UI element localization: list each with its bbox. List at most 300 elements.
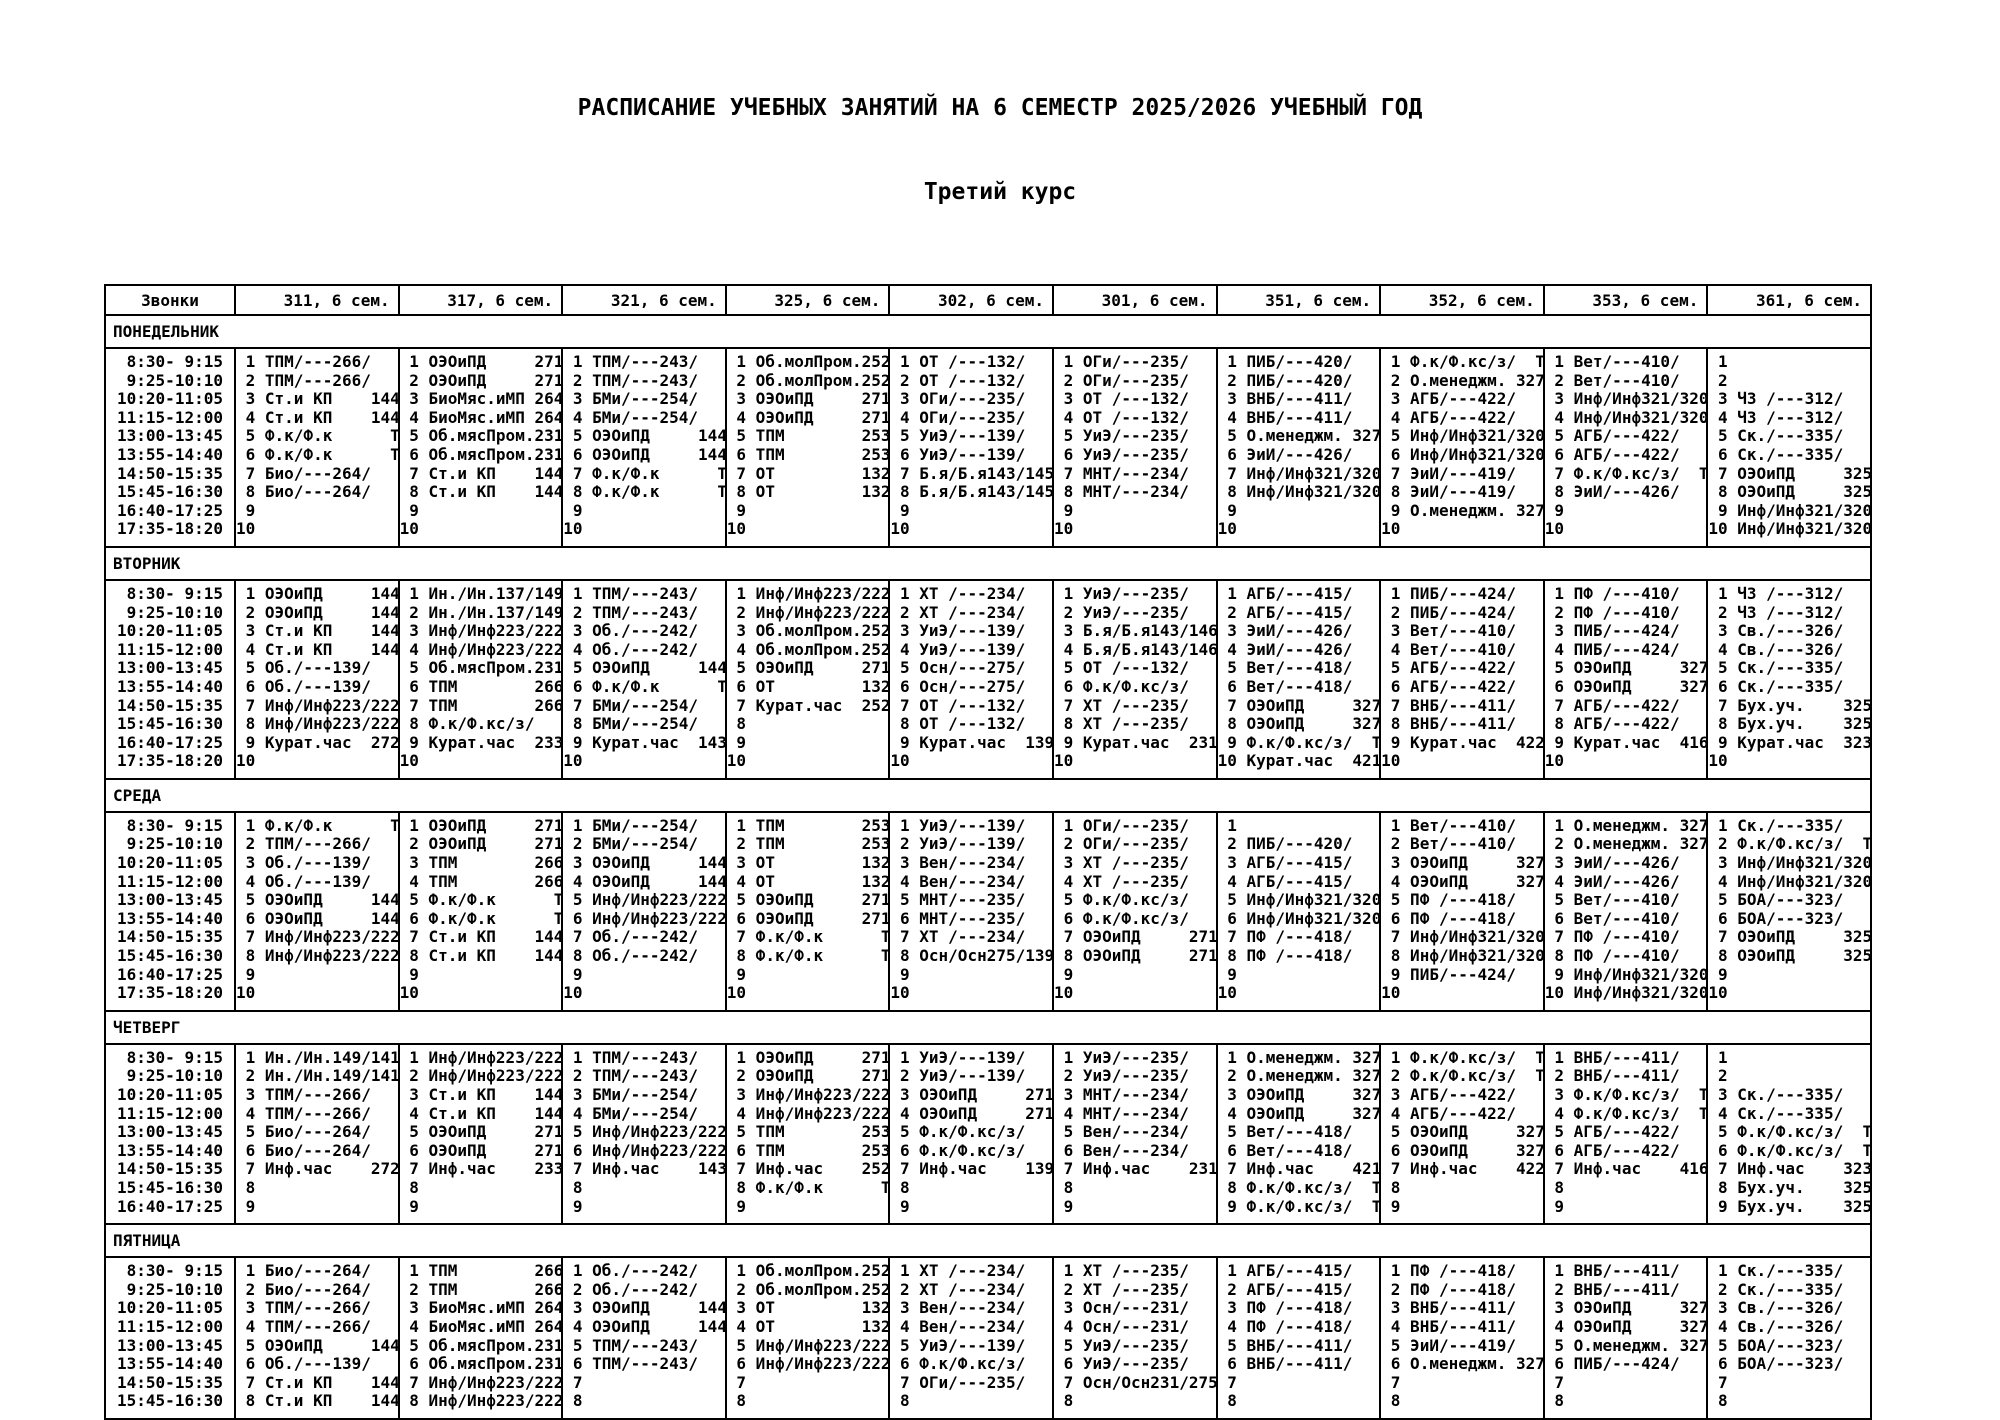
lesson-cell: 2 ХТ /---235/ — [1053, 1281, 1217, 1300]
lesson-cell: 3 ЭиИ/---426/ — [1544, 854, 1708, 873]
lesson-cell: 1 ХТ /---235/ — [1053, 1257, 1217, 1281]
day-label-row — [105, 1224, 1871, 1257]
lesson-cell: 10 Инф/Инф321/320 — [1707, 520, 1871, 547]
lesson-cell: 2 Ф.к/Ф.кс/з/ Т — [1708, 834, 1873, 854]
lesson-cell: 7 — [1380, 1374, 1544, 1393]
day-label-row — [105, 315, 1871, 348]
time-cell: 11:15-12:00 — [105, 873, 235, 892]
time-cell: 15:45-16:30 — [105, 1179, 235, 1198]
lesson-cell: 6 Инф/Инф321/320 — [1217, 908, 1382, 928]
table-row — [105, 928, 1871, 947]
lesson-cell: 6 Об./---139/ — [235, 1355, 399, 1374]
lesson-cell: 8 — [562, 1179, 726, 1198]
lesson-cell: 3 ЧЗ /---312/ — [1707, 390, 1871, 409]
lesson-cell: 3 Ст.и КП 144 — [236, 621, 400, 641]
lesson-cell: 1 О.менеджм. 327 — [1544, 812, 1708, 836]
lesson-cell: 5 Ф.к/Ф.кс/з/ — [889, 1123, 1053, 1142]
lesson-cell: 9 Курат.час 233 — [399, 732, 564, 752]
table-row — [105, 1281, 1871, 1300]
lesson-cell: 8 ПФ /---410/ — [1544, 947, 1708, 966]
lesson-cell: 2 Ин./Ин.149/141 — [236, 1066, 400, 1086]
lesson-cell: 7 Био/---264/ — [235, 465, 399, 484]
lesson-cell: 7 МНТ/---234/ — [1053, 465, 1217, 484]
lesson-cell: 1 ТПМ 253 — [726, 812, 890, 836]
lesson-cell: 4 ОЭОиПД 144 — [563, 1316, 727, 1336]
table-row — [105, 1179, 1871, 1198]
lesson-cell: 8 БМи/---254/ — [562, 715, 726, 734]
lesson-cell: 1 Био/---264/ — [235, 1257, 399, 1281]
table-row — [105, 1299, 1871, 1318]
lesson-cell: 9 Курат.час 422 — [1381, 732, 1545, 752]
lesson-cell: 5 Вен/---234/ — [1053, 1123, 1217, 1142]
lesson-cell: 4 Осн/---231/ — [1053, 1318, 1217, 1337]
lesson-cell: 4 Св./---326/ — [1707, 1318, 1871, 1337]
lesson-cell: 2 ТПМ/---243/ — [562, 372, 726, 391]
lesson-cell: 3 ТПМ/---266/ — [235, 1299, 399, 1318]
lesson-cell: 10 — [235, 984, 399, 1011]
lesson-cell: 3 ОЭОиПД 271 — [726, 389, 891, 409]
page-subtitle: Третий курс — [923, 179, 1077, 205]
lesson-cell: 10 — [889, 520, 1053, 547]
lesson-cell: 8 Инф/Инф223/222 — [236, 946, 400, 966]
lesson-cell: 7 ТПМ 266 — [399, 695, 564, 715]
lesson-cell: 7 ОТ /---132/ — [889, 697, 1053, 716]
lesson-cell: 1 ВНБ/---411/ — [1544, 1044, 1708, 1068]
lesson-cell: 8 Ф.к/Ф.кс/з/ — [399, 715, 563, 734]
table-row — [105, 966, 1871, 985]
lesson-cell: 2 Био/---264/ — [235, 1281, 399, 1300]
lesson-cell: 8 — [1053, 1392, 1217, 1419]
table-row — [105, 1142, 1871, 1161]
lesson-cell: 3 ОГи/---235/ — [889, 390, 1053, 409]
lesson-cell: 2 ТПМ/---243/ — [562, 1067, 726, 1086]
lesson-cell: 3 Вет/---410/ — [1380, 622, 1544, 641]
time-cell: 9:25-10:10 — [105, 1281, 235, 1300]
time-cell: 14:50-15:35 — [105, 1160, 235, 1179]
table-row — [105, 622, 1871, 641]
group-column-header: 353, 6 сем. — [1544, 285, 1708, 315]
lesson-cell: 7 ПФ /---418/ — [1217, 928, 1381, 947]
title-block — [0, 0, 2000, 262]
header-row — [105, 285, 1871, 315]
lesson-cell: 6 Вен/---234/ — [1053, 1142, 1217, 1161]
lesson-cell: 2 ОЭОиПД 144 — [236, 602, 400, 622]
lesson-cell: 2 Инф/Инф223/222 — [399, 1066, 564, 1086]
lesson-cell: 3 Ф.к/Ф.кс/з/ Т — [1544, 1085, 1709, 1104]
lesson-cell: 2 АГБ/---415/ — [1217, 604, 1381, 623]
lesson-cell: 9 Курат.час 272 — [236, 732, 400, 752]
lesson-cell: 5 МНТ/---235/ — [889, 891, 1053, 910]
lesson-cell: 2 ОЭОиПД 271 — [399, 370, 564, 390]
lesson-cell: 7 ХТ /---235/ — [1053, 697, 1217, 716]
lesson-cell: 6 Био/---264/ — [235, 1142, 399, 1161]
lesson-cell: 5 УиЭ/---235/ — [1053, 1337, 1217, 1356]
day-section-header — [105, 1224, 1871, 1257]
lesson-cell: 3 ОЭОиПД 327 — [1544, 1298, 1709, 1318]
lesson-cell: 1 ОТ /---132/ — [889, 348, 1053, 372]
lesson-cell: 6 Ф.к/Ф.к Т — [563, 676, 727, 696]
lesson-cell: 5 ТПМ 253 — [726, 1122, 891, 1142]
lesson-cell: 6 ОЭОиПД 271 — [399, 1140, 564, 1160]
lesson-cell: 3 ОТ 132 — [726, 1298, 891, 1318]
lesson-cell: 1 ОЭОиПД 271 — [399, 812, 563, 836]
lesson-cell: 3 Об.молПром.252 — [726, 621, 891, 641]
lesson-cell: 6 Инф/Инф321/320 — [1381, 444, 1545, 464]
table-row — [105, 427, 1871, 446]
table-row — [105, 1160, 1871, 1179]
lesson-cell: 10 — [562, 520, 726, 547]
lesson-cell: 8 ПФ /---418/ — [1217, 947, 1381, 966]
lesson-cell: 5 Вет/---418/ — [1217, 659, 1381, 678]
lesson-cell: 5 ОЭОиПД 271 — [726, 658, 891, 678]
lesson-cell: 3 Вен/---234/ — [889, 854, 1053, 873]
lesson-cell: 6 ОЭОиПД 271 — [726, 908, 891, 928]
lesson-cell: 3 Инф/Инф321/320 — [1544, 389, 1709, 409]
lesson-cell: 8 — [726, 715, 890, 734]
table-row — [105, 1086, 1871, 1105]
lesson-cell: 9 — [562, 502, 726, 521]
day-block — [105, 580, 1871, 779]
group-column-header: 302, 6 сем. — [889, 285, 1053, 315]
lesson-cell: 3 Ст.и КП 144 — [236, 389, 400, 409]
time-cell: 13:00-13:45 — [105, 659, 235, 678]
time-cell: 10:20-11:05 — [105, 390, 235, 409]
lesson-cell: 4 БМи/---254/ — [562, 1105, 726, 1124]
table-header — [105, 285, 1871, 315]
lesson-cell: 4 Об./---242/ — [562, 641, 726, 660]
lesson-cell: 10 — [1380, 520, 1544, 547]
time-cell: 17:35-18:20 — [105, 520, 235, 547]
table-row — [105, 812, 1871, 836]
lesson-cell: 5 ВНБ/---411/ — [1217, 1337, 1381, 1356]
lesson-cell: 3 ОТ /---132/ — [1053, 390, 1217, 409]
lesson-cell: 3 Инф/Инф223/222 — [726, 1085, 891, 1104]
table-row — [105, 1067, 1871, 1086]
lesson-cell: 4 ТПМ/---266/ — [235, 1105, 399, 1124]
lesson-cell: 5 О.менеджм. 327 — [1544, 1335, 1709, 1355]
table-row — [105, 1257, 1871, 1281]
lesson-cell: 2 Вет/---410/ — [1544, 372, 1708, 391]
lesson-cell: 3 Св./---326/ — [1707, 1299, 1871, 1318]
lesson-cell: 2 БМи/---254/ — [562, 835, 726, 854]
lesson-cell: 7 ОТ 132 — [726, 463, 891, 483]
lesson-cell: 3 АГБ/---422/ — [1380, 1086, 1544, 1105]
lesson-cell: 4 ХТ /---235/ — [1053, 873, 1217, 892]
lesson-cell: 5 Об./---139/ — [235, 659, 399, 678]
lesson-cell: 4 Б.я/Б.я143/146 — [1053, 639, 1218, 659]
lesson-cell: 2 ОТ /---132/ — [889, 372, 1053, 391]
lesson-cell: 9 — [562, 1198, 726, 1225]
lesson-cell: 1 — [1217, 812, 1381, 836]
lesson-cell: 9 — [1707, 966, 1871, 985]
table-row — [105, 483, 1871, 502]
table-row — [105, 1374, 1871, 1393]
lesson-cell: 7 Инф.час 416 — [1544, 1159, 1709, 1179]
lesson-cell: 7 Ст.и КП 144 — [236, 1372, 400, 1392]
lesson-cell: 2 УиЭ/---235/ — [1053, 604, 1217, 623]
lesson-cell: 2 ПИБ/---420/ — [1217, 372, 1381, 391]
lesson-cell: 8 ОЭОиПД 325 — [1708, 482, 1873, 502]
lesson-cell: 1 О.менеджм. 327 — [1217, 1044, 1381, 1068]
time-cell: 13:55-14:40 — [105, 446, 235, 465]
lesson-cell: 4 БМи/---254/ — [562, 409, 726, 428]
day-section-header — [105, 1011, 1871, 1044]
table-row — [105, 409, 1871, 428]
table-row — [105, 580, 1871, 604]
lesson-cell: 2 Инф/Инф223/222 — [726, 602, 891, 622]
lesson-cell: 2 УиЭ/---139/ — [889, 1067, 1053, 1086]
lesson-cell: 3 ОЭОиПД 327 — [1381, 853, 1545, 873]
table-row — [105, 1392, 1871, 1419]
lesson-cell: 6 ПИБ/---424/ — [1544, 1355, 1708, 1374]
lesson-cell: 2 ТПМ/---243/ — [562, 604, 726, 623]
lesson-cell: 7 БМи/---254/ — [562, 697, 726, 716]
lesson-cell: 1 Об.молПром.252 — [726, 1257, 890, 1281]
lesson-cell: 4 ОГи/---235/ — [889, 409, 1053, 428]
lesson-cell: 10 — [1380, 984, 1544, 1011]
time-cell: 13:00-13:45 — [105, 1123, 235, 1142]
lesson-cell: 5 Осн/---275/ — [889, 659, 1053, 678]
lesson-cell: 3 Осн/---231/ — [1053, 1299, 1217, 1318]
lesson-cell: 10 — [726, 984, 890, 1011]
lesson-cell: 2 Об.молПром.252 — [726, 1279, 891, 1299]
lesson-cell: 3 ОЭОиПД 327 — [1217, 1085, 1382, 1104]
lesson-cell: 7 Инф.час 252 — [726, 1159, 891, 1179]
lesson-cell: 4 Св./---326/ — [1707, 641, 1871, 660]
lesson-cell: 4 Об.молПром.252 — [726, 639, 891, 659]
lesson-cell: 6 МНТ/---235/ — [889, 910, 1053, 929]
lesson-cell: 1 ОГи/---235/ — [1053, 812, 1217, 836]
lesson-cell: 2 ЧЗ /---312/ — [1707, 604, 1871, 623]
lesson-cell: 7 — [726, 1374, 890, 1393]
lesson-cell: 5 ОЭОиПД 327 — [1544, 658, 1709, 678]
schedule-table — [104, 284, 1872, 1420]
group-column-header: 317, 6 сем. — [399, 285, 563, 315]
lesson-cell: 6 ОЭОиПД 144 — [563, 444, 727, 464]
lesson-cell: 9 — [726, 1198, 890, 1225]
lesson-cell: 5 ТПМ 253 — [726, 426, 891, 446]
lesson-cell: 4 ОТ /---132/ — [1053, 409, 1217, 428]
lesson-cell: 7 Инф/Инф223/222 — [236, 695, 400, 715]
time-cell: 8:30- 9:15 — [105, 1044, 235, 1068]
lesson-cell: 7 ОЭОиПД 325 — [1708, 463, 1873, 483]
lesson-cell: 3 ОТ 132 — [726, 853, 891, 873]
lesson-cell: 7 Осн/Осн231/275 — [1053, 1372, 1218, 1392]
lesson-cell: 9 — [399, 1198, 563, 1225]
time-cell: 15:45-16:30 — [105, 715, 235, 734]
lesson-cell: 10 — [1707, 984, 1871, 1011]
lesson-cell: 2 ТПМ/---266/ — [235, 372, 399, 391]
lesson-cell: 7 ОЭОиПД 325 — [1708, 927, 1873, 947]
lesson-cell: 6 БОА/---323/ — [1707, 910, 1871, 929]
lesson-cell: 6 Об.мясПром.231 — [399, 444, 564, 464]
lesson-cell: 1 Об.молПром.252 — [726, 348, 890, 372]
lesson-cell: 8 Осн/Осн275/139 — [890, 946, 1055, 966]
lesson-cell: 3 ВНБ/---411/ — [1217, 390, 1381, 409]
lesson-cell: 8 Б.я/Б.я143/145 — [890, 482, 1055, 502]
lesson-cell: 5 Инф/Инф223/222 — [563, 1122, 727, 1142]
lesson-cell: 5 АГБ/---422/ — [1544, 1123, 1708, 1142]
lesson-cell: 1 Вет/---410/ — [1380, 812, 1544, 836]
lesson-cell: 1 ХТ /---234/ — [889, 1257, 1053, 1281]
lesson-cell: 1 Ин./Ин.149/141 — [235, 1044, 399, 1068]
table-row — [105, 1105, 1871, 1124]
lesson-cell: 1 ОГи/---235/ — [1053, 348, 1217, 372]
lesson-cell: 1 УиЭ/---139/ — [889, 1044, 1053, 1068]
lesson-cell: 8 Бух.уч. 325 — [1708, 1177, 1873, 1197]
lesson-cell: 9 Курат.час 139 — [890, 732, 1055, 752]
day-block — [105, 348, 1871, 547]
lesson-cell: 4 ОЭОиПД 327 — [1217, 1103, 1382, 1123]
lesson-cell: 4 ОЭОиПД 327 — [1381, 871, 1545, 891]
lesson-cell: 7 АГБ/---422/ — [1544, 697, 1708, 716]
lesson-cell: 4 Ск./---335/ — [1707, 1105, 1871, 1124]
lesson-cell: 5 Ф.к/Ф.к Т — [399, 890, 564, 910]
time-cell: 13:55-14:40 — [105, 678, 235, 697]
table-row — [105, 446, 1871, 465]
lesson-cell: 1 АГБ/---415/ — [1217, 1257, 1381, 1281]
lesson-cell: 2 О.менеджм. 327 — [1381, 370, 1545, 390]
lesson-cell: 6 Ск./---335/ — [1707, 446, 1871, 465]
lesson-cell: 9 О.менеджм. 327 — [1381, 500, 1545, 520]
lesson-cell: 10 — [1544, 752, 1708, 779]
lesson-cell: 5 ОЭОиПД 144 — [236, 1335, 400, 1355]
table-row — [105, 984, 1871, 1011]
lesson-cell: 5 ПФ /---418/ — [1380, 891, 1544, 910]
day-label-row — [105, 1011, 1871, 1044]
time-cell: 16:40-17:25 — [105, 1198, 235, 1225]
lesson-cell: 9 — [235, 966, 399, 985]
lesson-cell: 6 ТПМ/---243/ — [562, 1355, 726, 1374]
lesson-cell: 1 ПФ /---410/ — [1544, 580, 1708, 604]
lesson-cell: 9 — [1053, 966, 1217, 985]
lesson-cell: 7 Инф/Инф223/222 — [236, 927, 400, 947]
lesson-cell: 7 Ф.к/Ф.к Т — [563, 463, 727, 483]
lesson-cell: 6 ПФ /---418/ — [1380, 910, 1544, 929]
lesson-cell: 8 — [1544, 1392, 1708, 1419]
lesson-cell: 10 — [726, 520, 890, 547]
lesson-cell: 1 УиЭ/---139/ — [889, 812, 1053, 836]
lesson-cell: 1 ОЭОиПД 144 — [235, 580, 399, 604]
lesson-cell: 4 Об./---139/ — [235, 873, 399, 892]
lesson-cell: 6 ОЭОиПД 144 — [236, 908, 400, 928]
lesson-cell: 4 Инф/Инф223/222 — [726, 1103, 891, 1123]
lesson-cell: 7 ОЭОиПД 327 — [1217, 695, 1382, 715]
time-cell: 15:45-16:30 — [105, 483, 235, 502]
day-label: ВТОРНИК — [105, 547, 1871, 580]
time-cell: 16:40-17:25 — [105, 966, 235, 985]
lesson-cell: 7 — [1707, 1374, 1871, 1393]
lesson-cell: 3 Б.я/Б.я143/146 — [1053, 621, 1218, 641]
lesson-cell: 8 Ф.к/Ф.к Т — [563, 482, 727, 502]
lesson-cell: 5 Инф/Инф223/222 — [563, 890, 727, 910]
lesson-cell: 2 Об.молПром.252 — [726, 370, 891, 390]
lesson-cell: 6 АГБ/---422/ — [1544, 446, 1708, 465]
group-column-header: 351, 6 сем. — [1217, 285, 1381, 315]
lesson-cell: 9 Инф/Инф321/320 — [1708, 500, 1873, 520]
lesson-cell: 10 — [1217, 984, 1381, 1011]
lesson-cell: 8 ОЭОиПД 271 — [1053, 946, 1218, 966]
day-section-header — [105, 315, 1871, 348]
lesson-cell: 4 Вет/---410/ — [1380, 641, 1544, 660]
group-column-header: 361, 6 сем. — [1707, 285, 1871, 315]
lesson-cell: 2 Ск./---335/ — [1707, 1281, 1871, 1300]
lesson-cell: 1 Инф/Инф223/222 — [399, 1044, 563, 1068]
time-cell: 14:50-15:35 — [105, 928, 235, 947]
table-row — [105, 1337, 1871, 1356]
lesson-cell: 6 Ск./---335/ — [1707, 678, 1871, 697]
page-title: РАСПИСАНИЕ УЧЕБНЫХ ЗАНЯТИЙ НА 6 СЕМЕСТР 2025/2026 УЧЕБНЫЙ ГОД — [577, 95, 1423, 121]
lesson-cell: 2 ПФ /---418/ — [1380, 1281, 1544, 1300]
lesson-cell: 4 ОЭОиПД 271 — [726, 407, 891, 427]
table-row — [105, 502, 1871, 521]
time-cell: 13:55-14:40 — [105, 1355, 235, 1374]
lesson-cell: 7 Инф.час 272 — [236, 1159, 400, 1179]
lesson-cell: 6 ОЭОиПД 327 — [1544, 676, 1709, 696]
lesson-cell: 4 ТПМ 266 — [399, 871, 564, 891]
lesson-cell: 5 Био/---264/ — [235, 1123, 399, 1142]
lesson-cell: 8 Ст.и КП 144 — [235, 1392, 399, 1419]
lesson-cell: 8 — [1707, 1392, 1871, 1419]
lesson-cell: 7 Инф/Инф223/222 — [399, 1372, 564, 1392]
lesson-cell: 7 Инф/Инф321/320 — [1381, 927, 1545, 947]
time-cell: 16:40-17:25 — [105, 734, 235, 753]
lesson-cell: 6 ТПМ 266 — [399, 676, 564, 696]
lesson-cell: 4 ОТ 132 — [726, 871, 891, 891]
lesson-cell: 8 — [1544, 1179, 1708, 1198]
time-cell: 15:45-16:30 — [105, 947, 235, 966]
lesson-cell: 2 ВНБ/---411/ — [1544, 1067, 1708, 1086]
lesson-cell: 6 Ф.к/Ф.к Т — [399, 908, 564, 928]
lesson-cell: 9 — [1053, 502, 1217, 521]
lesson-cell: 7 ОГи/---235/ — [889, 1374, 1053, 1393]
lesson-cell: 6 БОА/---323/ — [1707, 1355, 1871, 1374]
lesson-cell: 8 — [235, 1179, 399, 1198]
lesson-cell: 10 — [562, 752, 726, 779]
time-cell: 17:35-18:20 — [105, 752, 235, 779]
lesson-cell: 5 БОА/---323/ — [1707, 1337, 1871, 1356]
lesson-cell: 1 ТПМ 266 — [399, 1257, 563, 1281]
day-label: ЧЕТВЕРГ — [105, 1011, 1871, 1044]
time-cell: 13:00-13:45 — [105, 891, 235, 910]
lesson-cell: 2 Ф.к/Ф.кс/з/ Т — [1381, 1066, 1545, 1086]
table-row — [105, 910, 1871, 929]
lesson-cell: 3 Ст.и КП 144 — [399, 1085, 564, 1104]
lesson-cell: 8 Инф/Инф223/222 — [236, 714, 400, 734]
lesson-cell: 3 Инф/Инф321/320 — [1708, 853, 1873, 873]
lesson-cell: 4 ПФ /---418/ — [1217, 1318, 1381, 1337]
lesson-cell: 8 МНТ/---234/ — [1053, 483, 1217, 502]
lesson-cell: 2 ПИБ/---420/ — [1217, 835, 1381, 854]
lesson-cell: 7 — [562, 1374, 726, 1393]
lesson-cell: 4 Инф/Инф321/320 — [1708, 871, 1873, 891]
lesson-cell: 3 БиоМяс.иМП 264 — [399, 389, 564, 409]
lesson-cell: 6 ВНБ/---411/ — [1217, 1355, 1381, 1374]
lesson-cell: 10 — [235, 752, 399, 779]
lesson-cell: 10 Инф/Инф321/320 — [1544, 984, 1708, 1011]
lesson-cell: 5 Ф.к/Ф.кс/з/ — [1053, 891, 1217, 910]
lesson-cell: 3 ХТ /---235/ — [1053, 854, 1217, 873]
lesson-cell: 4 Ст.и КП 144 — [399, 1103, 564, 1123]
lesson-cell: 7 Инф.час 233 — [399, 1159, 564, 1179]
lesson-cell: 4 БиоМяс.иМП 264 — [399, 407, 564, 427]
lesson-cell: 9 — [562, 966, 726, 985]
time-cell: 10:20-11:05 — [105, 1086, 235, 1105]
lesson-cell: 10 — [235, 520, 399, 547]
lesson-cell: 5 ОЭОиПД 327 — [1381, 1122, 1545, 1142]
lesson-cell: 6 Инф/Инф223/222 — [726, 1354, 891, 1374]
lesson-cell: 8 — [399, 1179, 563, 1198]
